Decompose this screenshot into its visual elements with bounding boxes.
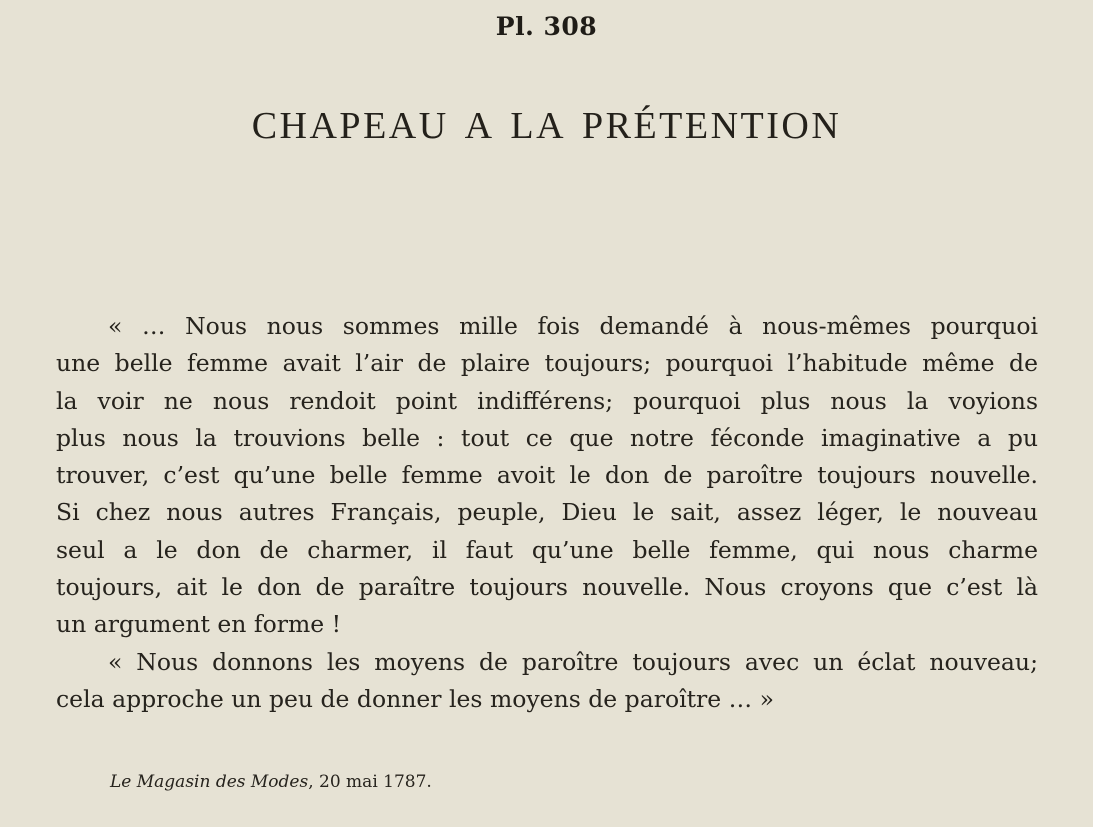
text-line: seul a le don de charmer, il faut qu’une belle femme, qui nous charme <box>56 535 1038 564</box>
text-line: la voir ne nous rendoit point indifférens; pourquoi plus nous la voyions <box>56 386 1038 415</box>
text-line: plus nous la trouvions belle : tout ce que notre féconde imaginative a pu <box>56 423 1038 452</box>
paragraph-2 <box>56 644 1038 719</box>
citation-source-title: Le Magasin des Modes <box>110 772 309 792</box>
text-line: un argument en forme ! <box>56 610 342 639</box>
text-line: Si chez nous autres Français, peuple, Dieu le sait, assez léger, le nouveau <box>56 498 1038 527</box>
text-line: trouver, c’est qu’une belle femme avoit le don de paroître toujours nouvelle. <box>56 461 1038 490</box>
paragraph-1 <box>56 308 1038 644</box>
text-line: cela approche un peu de donner les moyens de paroître … » <box>56 684 775 713</box>
citation-date: , 20 mai 1787. <box>308 772 432 792</box>
text-line: toujours, ait le don de paraître toujours nouvelle. Nous croyons que c’est là <box>56 573 1038 602</box>
citation <box>110 772 432 792</box>
text-line: « Nous donnons les moyens de paroître toujours avec un éclat nouveau; <box>108 647 1038 676</box>
text-line: « … Nous nous sommes mille fois demandé à nous-mêmes pourquoi <box>108 312 1038 340</box>
page-title: CHAPEAU A LA PRÉTENTION <box>251 105 842 147</box>
text-line: une belle femme avait l’air de plaire toujours; pourquoi l’habitude même de <box>56 349 1038 378</box>
quote-body <box>56 308 1038 718</box>
plate-number: Pl. 308 <box>495 12 598 41</box>
